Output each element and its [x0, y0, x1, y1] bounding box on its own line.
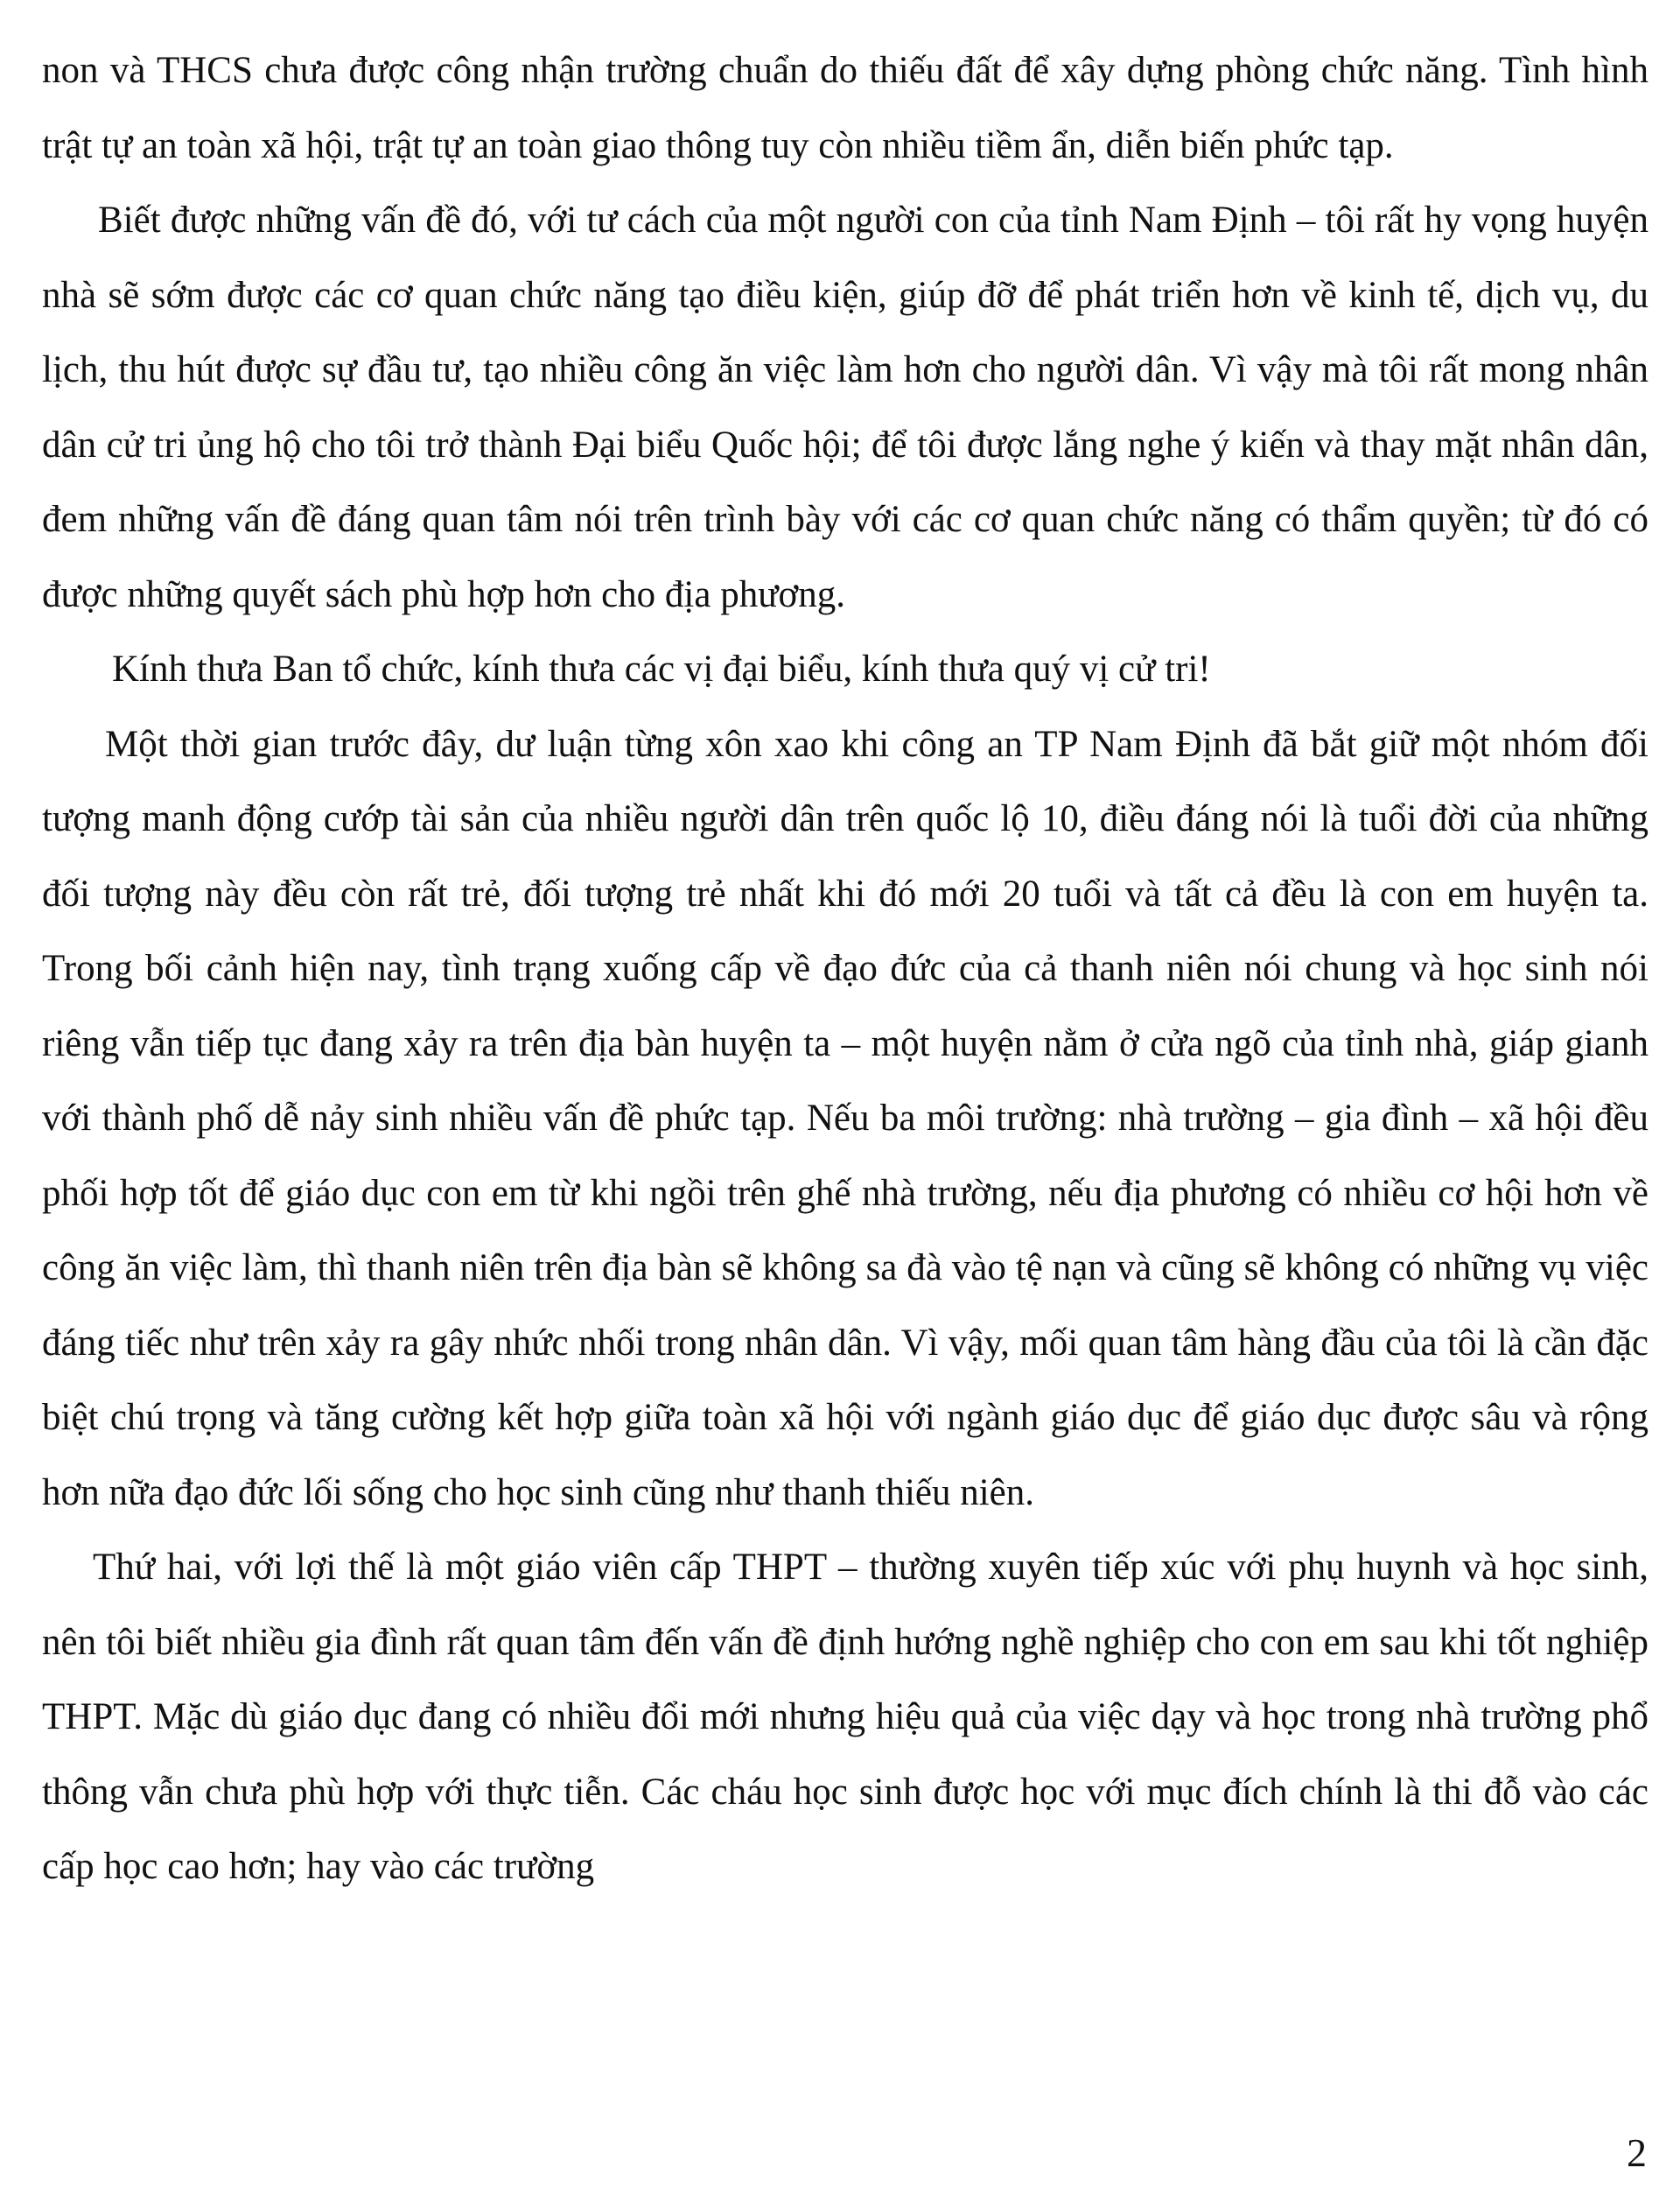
- paragraph-2: Biết được những vấn đề đó, với tư cách của một người con của tỉnh Nam Định – tôi rất hy vọng huyện nhà sẽ sớm được các cơ quan chức năng tạo điều kiện, giúp đỡ để phát triển hơn về kinh tế, dịch vụ, du lịch, thu hút được sự đầu tư, tạo nhiều công ăn việc làm hơn cho người dân. Vì vậy mà tôi rất mong nhân dân cử tri ủng hộ cho tôi trở thành Đại biểu Quốc hội; để tôi được lắng nghe ý kiến và thay mặt nhân dân, đem những vấn đề đáng quan tâm nói trên trình bày với các cơ quan chức năng có thẩm quyền; từ đó có được những quyết sách phù hợp hơn cho địa phương.: [42, 200, 1648, 615]
- paragraph-4: Một thời gian trước đây, dư luận từng xôn xao khi công an TP Nam Định đã bắt giữ một nhóm đối tượng manh động cướp tài sản của nhiều người dân trên quốc lộ 10, điều đáng nói là tuổi đời của những đối tượng này đều còn rất trẻ, đối tượng trẻ nhất khi đó mới 20 tuổi và tất cả đều là con em huyện ta. Trong bối cảnh hiện nay, tình trạng xuống cấp về đạo đức của cả thanh niên nói chung và học sinh nói riêng vẫn tiếp tục đang xảy ra trên địa bàn huyện ta – một huyện nằm ở cửa ngõ của tỉnh nhà, giáp gianh với thành phố dễ nảy sinh nhiều vấn đề phức tạp. Nếu ba môi trường: nhà trường – gia đình – xã hội đều phối hợp tốt để giáo dục con em từ khi ngồi trên ghế nhà trường, nếu địa phương có nhiều cơ hội hơn về công ăn việc làm, thì thanh niên trên địa bàn sẽ không sa đà vào tệ nạn và cũng sẽ không có những vụ việc đáng tiếc như trên xảy ra gây nhức nhối trong nhân dân. Vì vậy, mối quan tâm hàng đầu của tôi là cần đặc biệt chú trọng và tăng cường kết hợp giữa toàn xã hội với ngành giáo dục để giáo dục được sâu và rộng hơn nữa đạo đức lối sống cho học sinh cũng như thanh thiếu niên.: [42, 723, 1648, 1513]
- paragraph-5: Thứ hai, với lợi thế là một giáo viên cấp THPT – thường xuyên tiếp xúc với phụ huynh và học sinh, nên tôi biết nhiều gia đình rất quan tâm đến vấn đề định hướng nghề nghiệp cho con em sau khi tốt nghiệp THPT. Mặc dù giáo dục đang có nhiều đổi mới nhưng hiệu quả của việc dạy và học trong nhà trường phổ thông vẫn chưa phù hợp với thực tiễn. Các cháu học sinh được học với mục đích chính là thi đỗ vào các cấp học cao hơn; hay vào các trường: [42, 1547, 1648, 1887]
- document-body: [42, 33, 1648, 1905]
- page-number: 2: [1627, 2130, 1647, 2175]
- paragraph-1: non và THCS chưa được công nhận trường chuẩn do thiếu đất để xây dựng phòng chức năng. Tình hình trật tự an toàn xã hội, trật tự an toàn giao thông tuy còn nhiều tiềm ẩn, diễn biến phức tạp.: [42, 50, 1648, 166]
- paragraph-3: Kính thưa Ban tổ chức, kính thưa các vị đại biểu, kính thưa quý vị cử tri!: [112, 649, 1211, 690]
